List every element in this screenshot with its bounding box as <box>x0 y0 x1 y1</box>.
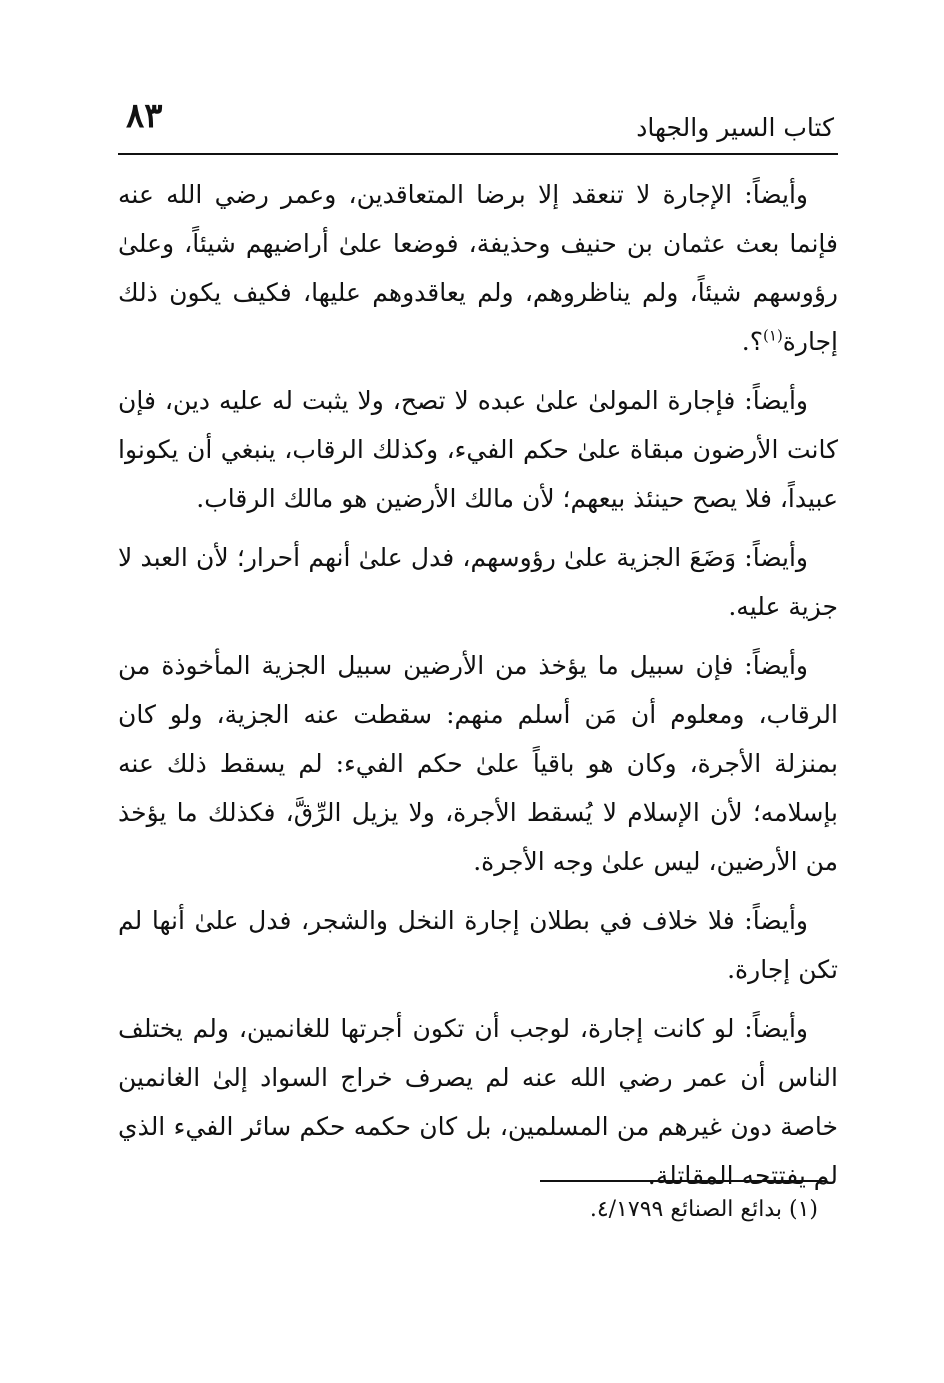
paragraph-1-ending: ؟. <box>741 327 764 356</box>
paragraph-1 <box>118 170 838 366</box>
footnote-divider <box>540 1180 826 1182</box>
running-title: كتاب السير والجهاد <box>636 113 834 142</box>
paragraph-5: وأيضاً: فلا خلاف في بطلان إجارة النخل والشجر، فدل علىٰ أنها لم تكن إجارة. <box>118 906 838 984</box>
page-number: ٨٣ <box>126 96 163 136</box>
paragraph-6: وأيضاً: لو كانت إجارة، لوجب أن تكون أجرتها للغانمين، ولم يختلف الناس أن عمر رضي الله عنه لم يصرف خراج السواد إلىٰ الغانمين خاصة دون غيرهم من المسلمين، بل كان حكمه حكم سائر الفيء الذي لم يفتتحه المقاتلة. <box>118 1014 838 1190</box>
paragraph-1-text: وأيضاً: الإجارة لا تنعقد إلا برضا المتعاقدين، وعمر رضي الله عنه فإنما بعث عثمان بن حنيف وحذيفة، فوضعا علىٰ أراضيهم شيئاً، وعلىٰ رؤوسهم شيئاً، ولم يناظروهم، ولم يعاقدوهم عليها، فكيف يكون ذلك إجارة <box>118 180 838 356</box>
footnote-marker: (١) <box>763 326 783 345</box>
page-header <box>118 90 838 152</box>
paragraph-3: وأيضاً: وَضَعَ الجزية علىٰ رؤوسهم، فدل علىٰ أنهم أحرار؛ لأن العبد لا جزية عليه. <box>118 543 838 621</box>
main-text <box>118 170 838 1210</box>
header-divider <box>118 153 838 155</box>
paragraph-2: وأيضاً: فإجارة المولىٰ علىٰ عبده لا تصح، ولا يثبت له عليه دين، فإن كانت الأرضون مبقاة علىٰ حكم الفيء، وكذلك الرقاب، ينبغي أن يكونوا عبيداً، فلا يصح حينئذ بيعهم؛ لأن مالك الأرضين هو مالك الرقاب. <box>118 386 838 513</box>
footnote: (١) بدائع الصنائع ٤/١٧٩٩. <box>589 1197 818 1222</box>
paragraph-4: وأيضاً: فإن سبيل ما يؤخذ من الأرضين سبيل الجزية المأخوذة من الرقاب، ومعلوم أن مَن أسلم منهم: سقطت عنه الجزية، ولو كان بمنزلة الأجرة، وكان هو باقياً علىٰ حكم الفيء: لم يسقط ذلك عنه بإسلامه؛ لأن الإسلام لا يُسقط الأجرة، ولا يزيل الرِّقَّ، فكذلك ما يؤخذ من الأرضين، ليس علىٰ وجه الأجرة. <box>118 651 838 876</box>
